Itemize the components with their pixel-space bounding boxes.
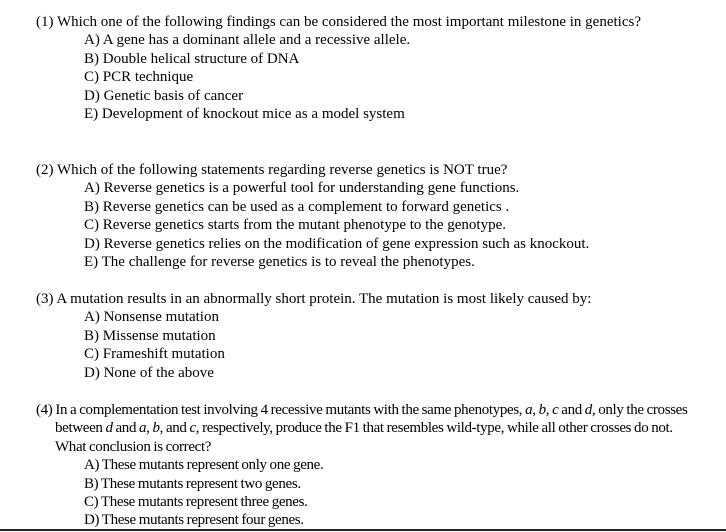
mutant-c: c [552, 402, 559, 418]
option-1b: B) Double helical structure of DNA [84, 50, 300, 67]
question-1 [36, 13, 716, 123]
stem-text: , [532, 402, 539, 418]
stem-text: , [591, 402, 596, 418]
option-2e: E) The challenge for reverse genetics is to reveal the phenotypes. [84, 254, 475, 271]
stem-text: , and [159, 420, 190, 437]
stem-text: and [112, 420, 140, 437]
question-1-stem: (1) Which one of the following findings can be considered the most important milestone in genetics? [36, 14, 641, 30]
bottom-border [0, 529, 726, 531]
option-1d: D) Genetic basis of cancer [84, 87, 244, 104]
mutant-c: c [189, 420, 196, 437]
question-3-stem: (3) A mutation results in an abnormally short protein. The mutation is most likely caused by: [36, 291, 592, 307]
option-4d: D) These mutants represent four genes. [84, 512, 304, 529]
stem-text: and [558, 402, 585, 418]
mutant-b: b [152, 420, 160, 437]
option-2c: C) Reverse genetics starts from the mutant phenotype to the genotype. [84, 217, 506, 234]
option-1a: A) A gene has a dominant allele and a recessive allele. [84, 32, 411, 49]
mutant-a: a [139, 420, 147, 437]
stem-text: , [545, 402, 553, 418]
mutant-d: d [105, 420, 113, 437]
question-3 [36, 290, 716, 382]
question-2 [36, 161, 716, 271]
option-1c: C) PCR technique [84, 69, 194, 86]
option-4a: A) These mutants represent only one gene. [84, 457, 324, 474]
option-1e: E) Development of knockout mice as a model system [84, 106, 405, 123]
option-2a: A) Reverse genetics is a powerful tool for understanding gene functions. [84, 180, 520, 197]
option-4c: C) These mutants represent three genes. [84, 494, 308, 511]
stem-text: only the crosses between [55, 402, 688, 437]
option-2d: D) Reverse genetics relies on the modification of gene expression such as knockout. [84, 235, 590, 252]
option-3b: B) Missense mutation [84, 327, 216, 344]
question-4-stem [36, 401, 701, 456]
question-4 [36, 401, 701, 530]
option-3d: D) None of the above [84, 364, 214, 381]
question-2-stem: (2) Which of the following statements regarding reverse genetics is NOT true? [36, 162, 508, 178]
stem-text: , [146, 420, 153, 437]
option-3a: A) Nonsense mutation [84, 309, 219, 326]
mutant-d: d [584, 402, 592, 418]
option-3c: C) Frameshift mutation [84, 346, 225, 363]
option-2b: B) Reverse genetics can be used as a complement to forward genetics . [84, 198, 510, 215]
stem-text: (4) In a complementation test involving 4 recessive mutants with the same phenotypes, [36, 402, 526, 418]
stem-text: , respectively, produce the F1 that resembles wild-type, while all other crosses do not. What conclusion is correct? [55, 420, 673, 455]
mutant-a: a [525, 402, 533, 418]
mutant-b: b [538, 402, 546, 418]
option-4b: B) These mutants represent two genes. [84, 475, 301, 492]
